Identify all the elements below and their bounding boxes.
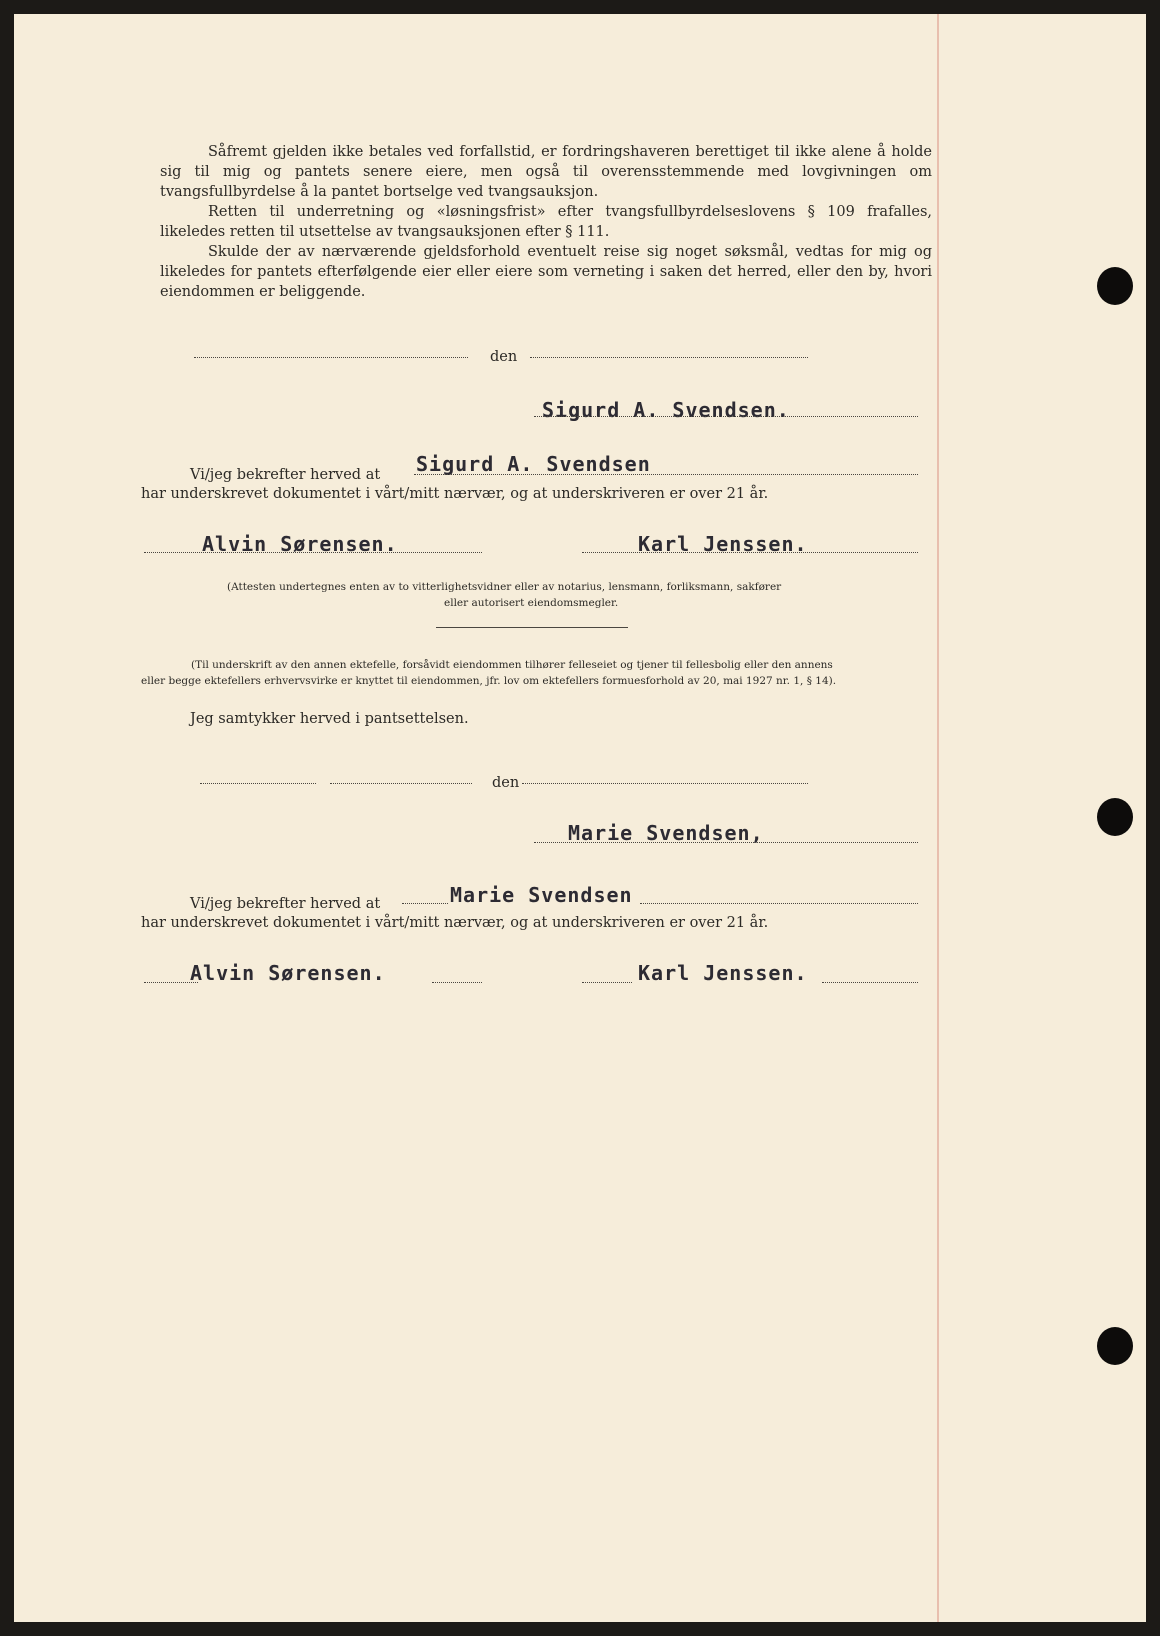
signature-marie: Marie Svendsen,: [568, 821, 764, 845]
spouse-note: (Til underskrift av den annen ektefelle, forsåvidt eiendommen tilhører felleseiet og tjener til fellesbolig eller den annens: [191, 659, 833, 671]
attest-note: (Attesten undertegnes enten av to vitterlighetsvidner eller av notarius, lensmann, forliksmann, sakfører: [227, 581, 782, 593]
paragraph: Skulde der av nærværende gjeldsforhold eventuelt reise sig noget søksmål, vedtas for mig og likeledes for pantets efterfølgende eier eller eiere som verneting i saken det herred, eller den by, hvori eiendommen er beliggende.: [160, 244, 932, 300]
place-dotted-line: [194, 357, 468, 358]
confirm-name: Marie Svendsen: [450, 883, 633, 907]
consent-text: Jeg samtykker herved i pantsettelsen.: [190, 711, 469, 727]
witness-line: [582, 982, 632, 983]
place-dotted-line: [200, 783, 316, 784]
separator-rule: [436, 627, 628, 628]
spouse-note: eller begge ektefellers erhvervsvirke er knyttet til eiendommen, jfr. lov om ektefellers formuesforhold av 20, mai 1927 nr. 1, § 14).: [141, 675, 837, 687]
punch-hole: [1097, 1327, 1133, 1365]
signature-line: [534, 842, 918, 843]
confirm-prefix: Vi/jeg bekrefter herved at: [190, 896, 381, 912]
den-label: den: [490, 349, 518, 365]
name-dotted-line: [640, 903, 918, 904]
name-dotted-line: [402, 903, 448, 904]
margin-line: [937, 14, 939, 1622]
witness-alvin: Alvin Sørensen.: [202, 532, 398, 556]
punch-hole: [1097, 798, 1133, 836]
name-dotted-line: [414, 474, 918, 475]
legal-text: [160, 142, 932, 302]
confirm-suffix: har underskrevet dokumentet i vårt/mitt nærvær, og at underskriveren er over 21 år.: [141, 915, 769, 931]
confirm-prefix: Vi/jeg bekrefter herved at: [190, 467, 381, 483]
confirm-suffix: har underskrevet dokumentet i vårt/mitt nærvær, og at underskriveren er over 21 år.: [141, 486, 769, 502]
witness-alvin: Alvin Sørensen.: [190, 961, 386, 985]
witness-karl: Karl Jenssen.: [638, 961, 808, 985]
signature-sigurd: Sigurd A. Svendsen.: [542, 398, 790, 422]
den-label: den: [492, 775, 520, 791]
witness-karl: Karl Jenssen.: [638, 532, 808, 556]
date-dotted-line: [530, 357, 808, 358]
witness-line: [822, 982, 918, 983]
signature-line: [534, 416, 918, 417]
confirm-name: Sigurd A. Svendsen: [416, 452, 651, 476]
paragraph: Såfremt gjelden ikke betales ved forfallstid, er fordringshaveren berettiget til ikke alene å holde sig til mig og pantets senere eiere, men også til overensstemmende med lovgivningen om tvangsfullbyrdelse å la pantet bortselge ved tvangsauksjon.: [160, 144, 932, 200]
witness-line: [432, 982, 482, 983]
attest-note: eller autorisert eiendomsmegler.: [444, 597, 619, 609]
date-dotted-line: [522, 783, 808, 784]
place-dotted-line: [330, 783, 472, 784]
paragraph: Retten til underretning og «løsningsfrist» efter tvangsfullbyrdelseslovens § 109 frafalles, likeledes retten til utsettelse av tvangsauksjonen efter § 111.: [160, 204, 932, 240]
document-page: [14, 14, 1146, 1622]
punch-hole: [1097, 267, 1133, 305]
